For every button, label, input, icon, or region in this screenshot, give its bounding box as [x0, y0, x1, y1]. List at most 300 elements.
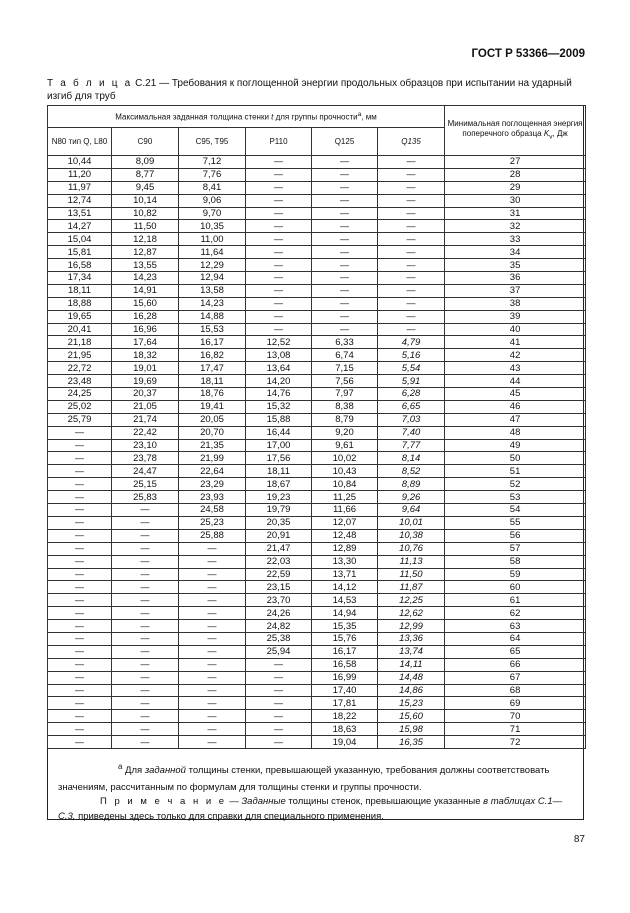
energy-cell: 32	[445, 220, 586, 233]
thickness-cell: —	[48, 658, 112, 671]
energy-requirements-table	[47, 105, 586, 749]
thickness-cell: —	[246, 736, 312, 749]
thickness-cell: 18,22	[312, 710, 378, 723]
thickness-cell: 13,74	[378, 645, 445, 658]
thickness-cell: 6,28	[378, 388, 445, 401]
thickness-cell: —	[246, 723, 312, 736]
energy-cell: 63	[445, 620, 586, 633]
table-row	[48, 323, 586, 336]
thickness-cell: 12,94	[179, 272, 246, 285]
thickness-cell: —	[378, 284, 445, 297]
thickness-cell: 11,13	[378, 555, 445, 568]
col-header: Q125	[312, 128, 378, 156]
thickness-cell: 11,50	[112, 220, 179, 233]
thickness-cell: 7,56	[312, 375, 378, 388]
thickness-cell: 18,11	[179, 375, 246, 388]
thickness-cell: —	[246, 658, 312, 671]
thickness-cell: 10,43	[312, 465, 378, 478]
table-row	[48, 413, 586, 426]
thickness-cell: 11,64	[179, 246, 246, 259]
thickness-cell: 9,20	[312, 426, 378, 439]
thickness-cell: 25,83	[112, 491, 179, 504]
thickness-cell: —	[378, 310, 445, 323]
thickness-cell: —	[48, 504, 112, 517]
thickness-cell: 8,38	[312, 400, 378, 413]
thickness-cell: —	[112, 568, 179, 581]
thickness-cell: 14,48	[378, 671, 445, 684]
thickness-cell: —	[179, 555, 246, 568]
thickness-cell: 10,38	[378, 529, 445, 542]
thickness-cell: —	[378, 168, 445, 181]
table-row	[48, 194, 586, 207]
thickness-cell: 23,48	[48, 375, 112, 388]
thickness-cell: 17,47	[179, 362, 246, 375]
energy-cell: 30	[445, 194, 586, 207]
energy-cell: 31	[445, 207, 586, 220]
table-frame	[47, 105, 584, 820]
thickness-cell: 17,34	[48, 272, 112, 285]
thickness-cell: —	[48, 439, 112, 452]
energy-cell: 59	[445, 568, 586, 581]
energy-cell: 64	[445, 632, 586, 645]
table-row	[48, 581, 586, 594]
table-row	[48, 620, 586, 633]
thickness-cell: —	[48, 568, 112, 581]
thickness-cell: —	[378, 323, 445, 336]
table-row	[48, 723, 586, 736]
thickness-cell: 8,41	[179, 181, 246, 194]
thickness-cell: —	[112, 684, 179, 697]
table-row	[48, 684, 586, 697]
thickness-cell: —	[312, 272, 378, 285]
thickness-cell: 14,86	[378, 684, 445, 697]
thickness-cell: —	[179, 568, 246, 581]
thickness-cell: 22,42	[112, 426, 179, 439]
thickness-cell: —	[48, 632, 112, 645]
energy-cell: 70	[445, 710, 586, 723]
thickness-cell: 24,58	[179, 504, 246, 517]
thickness-cell: —	[48, 452, 112, 465]
table-row	[48, 220, 586, 233]
thickness-cell: —	[378, 259, 445, 272]
thickness-cell: —	[179, 710, 246, 723]
thickness-cell: 24,82	[246, 620, 312, 633]
thickness-cell: —	[48, 697, 112, 710]
thickness-cell: —	[378, 156, 445, 169]
thickness-cell: 5,91	[378, 375, 445, 388]
thickness-cell: —	[246, 323, 312, 336]
thickness-cell: —	[179, 684, 246, 697]
thickness-cell: 12,62	[378, 607, 445, 620]
table-row	[48, 439, 586, 452]
thickness-cell: 16,58	[48, 259, 112, 272]
energy-cell: 29	[445, 181, 586, 194]
thickness-cell: 12,52	[246, 336, 312, 349]
thickness-cell: 18,67	[246, 478, 312, 491]
thickness-cell: 25,23	[179, 516, 246, 529]
thickness-cell: 21,05	[112, 400, 179, 413]
thickness-cell: 6,74	[312, 349, 378, 362]
energy-cell: 69	[445, 697, 586, 710]
thickness-cell: —	[312, 259, 378, 272]
thickness-cell: 14,53	[312, 594, 378, 607]
thickness-cell: 12,74	[48, 194, 112, 207]
table-row	[48, 491, 586, 504]
thickness-cell: —	[378, 207, 445, 220]
thickness-cell: —	[112, 645, 179, 658]
thickness-cell: 14,27	[48, 220, 112, 233]
thickness-cell: 19,04	[312, 736, 378, 749]
thickness-cell: —	[378, 181, 445, 194]
thickness-cell: 22,03	[246, 555, 312, 568]
thickness-cell: —	[112, 671, 179, 684]
thickness-cell: —	[312, 297, 378, 310]
thickness-cell: 25,02	[48, 400, 112, 413]
thickness-cell: —	[378, 297, 445, 310]
thickness-cell: 17,64	[112, 336, 179, 349]
thickness-cell: 8,09	[112, 156, 179, 169]
energy-cell: 72	[445, 736, 586, 749]
table-row	[48, 233, 586, 246]
thickness-cell: 16,82	[179, 349, 246, 362]
thickness-cell: —	[112, 632, 179, 645]
thickness-cell: —	[179, 723, 246, 736]
thickness-cell: 9,64	[378, 504, 445, 517]
thickness-cell: —	[48, 594, 112, 607]
footnote: $^а$ Для заданной толщины стенки, превышающей указанную, требования должны соответствовать значениям, рассчитанным по формулам для толщины стенки и группы прочности.	[58, 762, 550, 794]
thickness-cell: —	[378, 246, 445, 259]
table-row	[48, 658, 586, 671]
thickness-cell: 10,76	[378, 542, 445, 555]
energy-cell: 28	[445, 168, 586, 181]
thickness-cell: —	[246, 710, 312, 723]
energy-cell: 52	[445, 478, 586, 491]
thickness-cell: 24,25	[48, 388, 112, 401]
energy-cell: 40	[445, 323, 586, 336]
thickness-cell: 16,17	[312, 645, 378, 658]
col-header: P110	[246, 128, 312, 156]
thickness-cell: 8,14	[378, 452, 445, 465]
thickness-cell: 10,14	[112, 194, 179, 207]
thickness-cell: 20,37	[112, 388, 179, 401]
thickness-cell: 12,07	[312, 516, 378, 529]
thickness-cell: —	[179, 581, 246, 594]
table-row	[48, 594, 586, 607]
energy-cell: 66	[445, 658, 586, 671]
thickness-cell: 12,87	[112, 246, 179, 259]
energy-cell: 43	[445, 362, 586, 375]
thickness-cell: —	[312, 220, 378, 233]
table-row	[48, 362, 586, 375]
thickness-cell: 17,56	[246, 452, 312, 465]
thickness-cell: 25,15	[112, 478, 179, 491]
thickness-cell: —	[179, 607, 246, 620]
thickness-cell: —	[112, 542, 179, 555]
thickness-cell: —	[48, 736, 112, 749]
thickness-cell: 19,23	[246, 491, 312, 504]
thickness-cell: 24,47	[112, 465, 179, 478]
energy-cell: 48	[445, 426, 586, 439]
thickness-cell: —	[312, 194, 378, 207]
thickness-cell: 14,11	[378, 658, 445, 671]
energy-cell: 27	[445, 156, 586, 169]
thickness-cell: 22,59	[246, 568, 312, 581]
table-row	[48, 207, 586, 220]
thickness-cell: —	[179, 736, 246, 749]
thickness-cell: 17,00	[246, 439, 312, 452]
energy-cell: 54	[445, 504, 586, 517]
thickness-cell: —	[312, 246, 378, 259]
thickness-cell: —	[179, 645, 246, 658]
table-row	[48, 504, 586, 517]
thickness-cell: —	[112, 658, 179, 671]
thickness-cell: 16,35	[378, 736, 445, 749]
thickness-cell: 14,88	[179, 310, 246, 323]
table-row	[48, 697, 586, 710]
thickness-cell: 11,66	[312, 504, 378, 517]
thickness-cell: 16,96	[112, 323, 179, 336]
thickness-cell: 13,71	[312, 568, 378, 581]
thickness-cell: —	[48, 710, 112, 723]
thickness-cell: —	[48, 645, 112, 658]
thickness-cell: 23,29	[179, 478, 246, 491]
thickness-cell: 12,25	[378, 594, 445, 607]
energy-cell: 49	[445, 439, 586, 452]
thickness-cell: 7,03	[378, 413, 445, 426]
thickness-cell: 15,35	[312, 620, 378, 633]
thickness-cell: 25,88	[179, 529, 246, 542]
table-row	[48, 336, 586, 349]
thickness-cell: 13,55	[112, 259, 179, 272]
table-row	[48, 555, 586, 568]
thickness-cell: 15,23	[378, 697, 445, 710]
thickness-cell: 12,89	[312, 542, 378, 555]
thickness-cell: 20,35	[246, 516, 312, 529]
thickness-cell: —	[312, 233, 378, 246]
thickness-group-header: Максимальная заданная толщина стенки t для группы прочности$^а$, мм	[48, 106, 445, 128]
thickness-cell: —	[312, 168, 378, 181]
thickness-cell: 18,11	[246, 465, 312, 478]
thickness-cell: —	[179, 697, 246, 710]
energy-cell: 44	[445, 375, 586, 388]
thickness-cell: —	[48, 529, 112, 542]
thickness-cell: 7,97	[312, 388, 378, 401]
thickness-cell: 15,76	[312, 632, 378, 645]
thickness-cell: 10,02	[312, 452, 378, 465]
energy-cell: 47	[445, 413, 586, 426]
thickness-cell: —	[48, 723, 112, 736]
thickness-cell: —	[48, 516, 112, 529]
thickness-cell: —	[112, 697, 179, 710]
thickness-cell: 15,53	[179, 323, 246, 336]
table-row	[48, 156, 586, 169]
thickness-cell: —	[246, 297, 312, 310]
energy-cell: 55	[445, 516, 586, 529]
thickness-cell: —	[246, 684, 312, 697]
table-row	[48, 671, 586, 684]
thickness-cell: —	[112, 555, 179, 568]
thickness-cell: 23,93	[179, 491, 246, 504]
thickness-cell: 21,99	[179, 452, 246, 465]
thickness-cell: 14,91	[112, 284, 179, 297]
table-row	[48, 542, 586, 555]
thickness-cell: —	[112, 736, 179, 749]
thickness-cell: 23,10	[112, 439, 179, 452]
caption-prefix: Т а б л и ц а	[47, 78, 133, 89]
thickness-cell: —	[48, 581, 112, 594]
table-row	[48, 168, 586, 181]
thickness-cell: 23,78	[112, 452, 179, 465]
thickness-cell: —	[48, 542, 112, 555]
thickness-cell: —	[112, 710, 179, 723]
table-row	[48, 736, 586, 749]
thickness-cell: —	[246, 207, 312, 220]
table-row	[48, 246, 586, 259]
thickness-cell: 17,40	[312, 684, 378, 697]
thickness-cell: —	[112, 529, 179, 542]
thickness-cell: 19,65	[48, 310, 112, 323]
thickness-cell: —	[112, 504, 179, 517]
energy-cell: 35	[445, 259, 586, 272]
thickness-cell: 14,23	[112, 272, 179, 285]
table-row	[48, 400, 586, 413]
thickness-cell: 10,01	[378, 516, 445, 529]
thickness-cell: —	[246, 194, 312, 207]
thickness-cell: 21,35	[179, 439, 246, 452]
thickness-cell: 15,04	[48, 233, 112, 246]
col-header: Q135	[378, 128, 445, 156]
table-row	[48, 375, 586, 388]
table-row	[48, 388, 586, 401]
thickness-cell: 21,47	[246, 542, 312, 555]
col-header: N80 тип Q, L80	[48, 128, 112, 156]
thickness-cell: 16,28	[112, 310, 179, 323]
thickness-cell: 15,98	[378, 723, 445, 736]
thickness-cell: 15,32	[246, 400, 312, 413]
thickness-cell: 19,69	[112, 375, 179, 388]
thickness-cell: 19,41	[179, 400, 246, 413]
thickness-cell: 11,20	[48, 168, 112, 181]
table-body	[48, 156, 586, 749]
standard-code: ГОСТ Р 53366—2009	[471, 48, 585, 60]
thickness-cell: —	[246, 272, 312, 285]
thickness-cell: —	[48, 555, 112, 568]
thickness-cell: 10,35	[179, 220, 246, 233]
thickness-cell: 25,79	[48, 413, 112, 426]
thickness-cell: 9,70	[179, 207, 246, 220]
thickness-cell: 11,25	[312, 491, 378, 504]
energy-cell: 36	[445, 272, 586, 285]
thickness-cell: 18,76	[179, 388, 246, 401]
thickness-cell: 19,79	[246, 504, 312, 517]
thickness-cell: 7,15	[312, 362, 378, 375]
thickness-cell: 19,01	[112, 362, 179, 375]
thickness-cell: —	[48, 684, 112, 697]
thickness-cell: 20,41	[48, 323, 112, 336]
thickness-cell: 6,33	[312, 336, 378, 349]
thickness-cell: 16,58	[312, 658, 378, 671]
thickness-cell: 5,16	[378, 349, 445, 362]
thickness-cell: 21,95	[48, 349, 112, 362]
caption-text: С.21 — Требования к поглощенной энергии продольных образцов при испытании на ударный изгиб для труб	[47, 78, 572, 102]
thickness-cell: —	[246, 697, 312, 710]
thickness-cell: 8,79	[312, 413, 378, 426]
thickness-cell: 14,12	[312, 581, 378, 594]
table-row	[48, 284, 586, 297]
thickness-cell: 13,64	[246, 362, 312, 375]
thickness-cell: 14,76	[246, 388, 312, 401]
energy-cell: 62	[445, 607, 586, 620]
thickness-cell: 16,44	[246, 426, 312, 439]
table-row	[48, 259, 586, 272]
thickness-cell: —	[179, 594, 246, 607]
thickness-cell: 20,70	[179, 426, 246, 439]
thickness-cell: —	[48, 607, 112, 620]
thickness-cell: 17,81	[312, 697, 378, 710]
energy-cell: 34	[445, 246, 586, 259]
thickness-cell: —	[48, 478, 112, 491]
thickness-cell: 9,45	[112, 181, 179, 194]
table-row	[48, 607, 586, 620]
energy-cell: 38	[445, 297, 586, 310]
thickness-cell: —	[246, 246, 312, 259]
thickness-cell: 18,63	[312, 723, 378, 736]
energy-cell: 42	[445, 349, 586, 362]
thickness-cell: 25,38	[246, 632, 312, 645]
thickness-cell: 6,65	[378, 400, 445, 413]
thickness-cell: 4,79	[378, 336, 445, 349]
thickness-cell: —	[48, 465, 112, 478]
thickness-cell: —	[112, 620, 179, 633]
thickness-cell: —	[312, 207, 378, 220]
energy-cell: 33	[445, 233, 586, 246]
thickness-cell: —	[179, 620, 246, 633]
energy-cell: 46	[445, 400, 586, 413]
table-row	[48, 297, 586, 310]
thickness-cell: —	[246, 168, 312, 181]
table-row	[48, 465, 586, 478]
thickness-cell: 13,58	[179, 284, 246, 297]
thickness-cell: 10,44	[48, 156, 112, 169]
thickness-cell: 16,99	[312, 671, 378, 684]
energy-cell: 39	[445, 310, 586, 323]
thickness-cell: 11,50	[378, 568, 445, 581]
table-row	[48, 568, 586, 581]
energy-cell: 71	[445, 723, 586, 736]
energy-cell: 60	[445, 581, 586, 594]
thickness-cell: 12,18	[112, 233, 179, 246]
thickness-cell: —	[246, 233, 312, 246]
thickness-cell: —	[246, 671, 312, 684]
thickness-cell: 12,29	[179, 259, 246, 272]
thickness-cell: 14,20	[246, 375, 312, 388]
energy-cell: 37	[445, 284, 586, 297]
table-row	[48, 310, 586, 323]
thickness-cell: —	[312, 156, 378, 169]
thickness-cell: —	[312, 323, 378, 336]
thickness-cell: 14,23	[179, 297, 246, 310]
thickness-cell: 7,76	[179, 168, 246, 181]
table-row	[48, 452, 586, 465]
table-row	[48, 632, 586, 645]
thickness-cell: —	[48, 491, 112, 504]
thickness-cell: —	[112, 581, 179, 594]
thickness-cell: —	[179, 658, 246, 671]
table-row	[48, 272, 586, 285]
note: П р и м е ч а н и е — Заданные толщины стенок, превышающие указанные в таблицах С.1—С.3, приведены здесь только для справки для специального применения.	[58, 796, 563, 822]
thickness-cell: 20,91	[246, 529, 312, 542]
thickness-cell: 21,74	[112, 413, 179, 426]
